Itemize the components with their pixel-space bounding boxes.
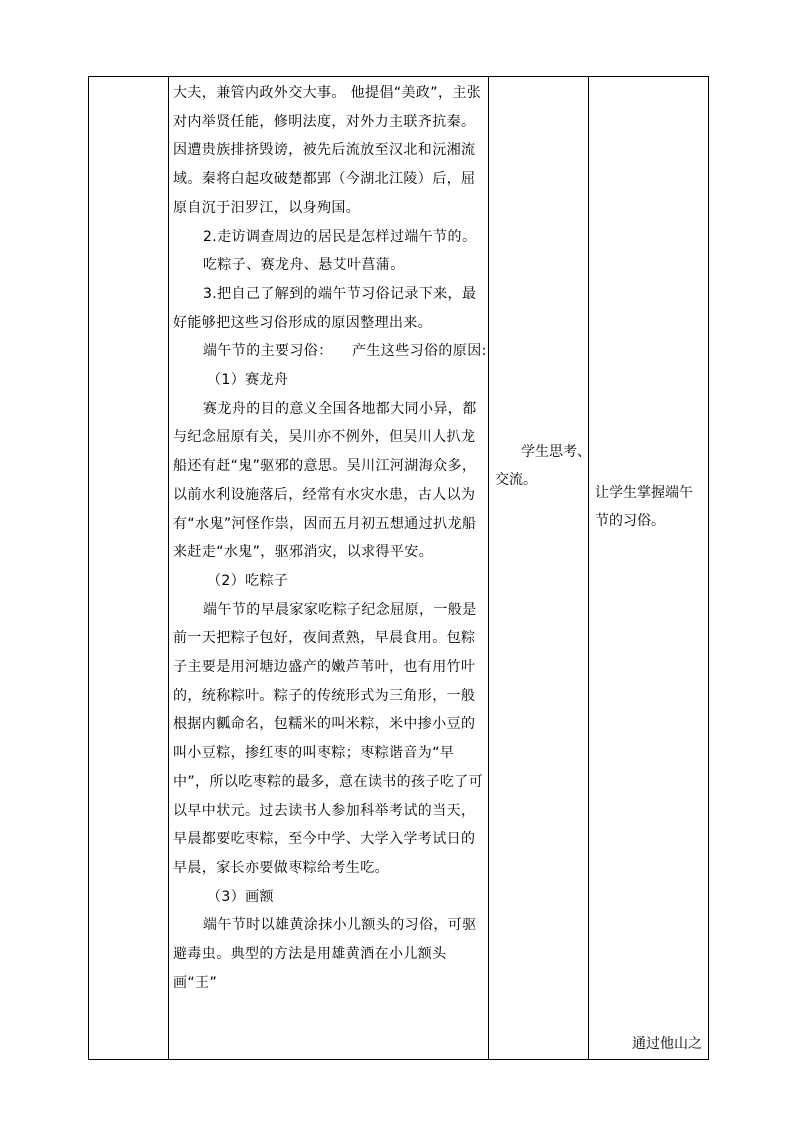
custom-2-title: （2）吃粽子 bbox=[207, 572, 289, 589]
item-2-title: 2.走访调查周边的居民是怎样过端午节的。 bbox=[203, 228, 477, 245]
custom-1-title: （1）赛龙舟 bbox=[207, 372, 289, 389]
custom-3-title: （3）画额 bbox=[207, 888, 274, 905]
student-activity bbox=[495, 438, 591, 494]
table-row bbox=[89, 77, 709, 1060]
teaching-content bbox=[169, 77, 488, 998]
custom-1-text: 赛龙舟的目的意义全国各地都大同小异，都与纪念屈原有关，吴川亦不例外，但吴川人扒龙船还有赶“鬼”驱邪的意思。吴川江河湖海众多，以前水利设施落后，经常有水灾水患，古人以为有“水鬼”河怪作祟，因而五月初五想通过扒龙船来赶走“水鬼”，驱邪消灾，以求得平安。 bbox=[173, 400, 477, 561]
activity-line-1: 学生思考、 bbox=[521, 444, 591, 460]
customs-table-header: 端午节的主要习俗： 产生这些习俗的原因: bbox=[203, 343, 487, 360]
item-2-answer: 吃粽子、赛龙舟、悬艾叶菖蒲。 bbox=[203, 257, 405, 274]
design-intent-text: 让学生掌握端午节的习俗。 bbox=[595, 485, 693, 529]
custom-2-text: 端午节的早晨家家吃粽子纪念屈原，一般是前一天把粽子包好，夜间煮熟，早晨食用。包粽子主要是用河塘边盛产的嫩芦苇叶，也有用竹叶的，统称粽叶。粽子的传统形式为三角形，一般根据内瓤命名，包糯米的叫米粽，米中掺小豆的叫小豆粽，掺红枣的叫枣粽；枣粽谐音为“早中”，所以吃枣粽的最多，意在读书的孩子吃了可以早中状元。过去读书人参加科举考试的当天，早晨都要吃枣粽，至今中学、大学入学考试日的早晨，家长亦要做枣粽给考生吃。 bbox=[173, 601, 484, 876]
custom-3-text: 端午节时以雄黄涂抹小儿额头的习俗，可驱避毒虫。典型的方法是用雄黄酒在小儿额头画“王” bbox=[173, 917, 477, 991]
content-cell bbox=[169, 77, 489, 1060]
student-activity-cell bbox=[489, 77, 589, 1060]
activity-line-2: 交流。 bbox=[495, 472, 537, 488]
qu-yuan-intro-paragraph: 大夫，兼管内政外交大事。 他提倡“美政”，主张对内举贤任能，修明法度，对外力主联齐抗秦。因遭贵族排挤毁谤，被先后流放至汉北和沅湘流域。秦将白起攻破楚都郢（今湖北江陵）后，屈原自沉于汨罗江，以身殉国。 bbox=[173, 85, 482, 216]
lesson-plan-table bbox=[88, 76, 709, 1060]
design-intent-cell bbox=[589, 77, 709, 1060]
item-3-title: 3.把自己了解到的端午节习俗记录下来，最好能够把这些习俗形成的原因整理出来。 bbox=[173, 285, 477, 331]
design-intent-continued: 通过他山之 bbox=[632, 1036, 702, 1052]
stage-cell bbox=[89, 77, 169, 1060]
